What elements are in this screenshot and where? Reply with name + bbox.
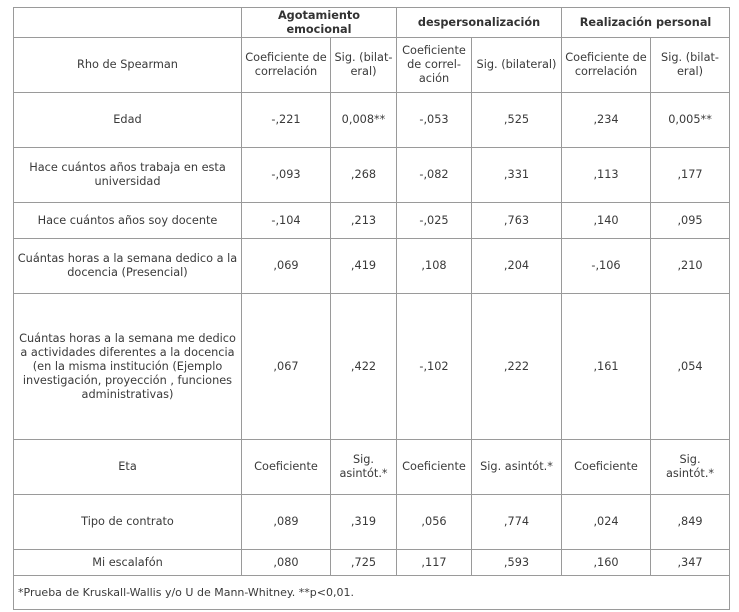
cell-value: ,525 xyxy=(472,93,562,148)
cell-value: ,319 xyxy=(331,495,397,550)
cell-value: ,140 xyxy=(562,203,651,239)
correlation-table xyxy=(13,7,730,610)
table-row xyxy=(14,93,730,148)
row-label: Mi escalafón xyxy=(14,550,242,576)
cell-value: ,117 xyxy=(397,550,472,576)
cell-value: ,331 xyxy=(472,148,562,203)
cell-value: 0,005** xyxy=(651,93,730,148)
row-label: Hace cuántos años soy docente xyxy=(14,203,242,239)
eta-coef-header-1: Coeficiente xyxy=(242,440,331,495)
cell-value: -,104 xyxy=(242,203,331,239)
row-label: Edad xyxy=(14,93,242,148)
cell-value: ,089 xyxy=(242,495,331,550)
table-row xyxy=(14,148,730,203)
eta-sig-header-2: Sig. asintót.* xyxy=(472,440,562,495)
cell-value: ,222 xyxy=(472,294,562,440)
cell-value: -,053 xyxy=(397,93,472,148)
cell-value: ,763 xyxy=(472,203,562,239)
table-row xyxy=(14,495,730,550)
coef-header-1: Coeficiente de correlación xyxy=(242,38,331,93)
footnote-row xyxy=(14,576,730,610)
cell-value: ,725 xyxy=(331,550,397,576)
cell-value: ,234 xyxy=(562,93,651,148)
cell-value: -,082 xyxy=(397,148,472,203)
cell-value: -,093 xyxy=(242,148,331,203)
cell-value: ,069 xyxy=(242,239,331,294)
group-header-agotamiento: Agotamiento emocional xyxy=(242,8,397,38)
cell-value: 0,008** xyxy=(331,93,397,148)
cell-value: ,213 xyxy=(331,203,397,239)
cell-value: ,113 xyxy=(562,148,651,203)
coef-header-2: Coeficiente de correl-ación xyxy=(397,38,472,93)
cell-value: ,204 xyxy=(472,239,562,294)
table-row xyxy=(14,550,730,576)
cell-value: ,774 xyxy=(472,495,562,550)
row-label: Cuántas horas a la semana dedico a la docencia (Presencial) xyxy=(14,239,242,294)
cell-value: ,056 xyxy=(397,495,472,550)
row-label: Cuántas horas a la semana me dedico a actividades diferentes a la docencia (en la misma institución (Ejemplo investigación, proyección , funciones administrativas) xyxy=(14,294,242,440)
group-header-realizacion: Realización personal xyxy=(562,8,730,38)
spearman-label: Rho de Spearman xyxy=(14,38,242,93)
cell-value: ,419 xyxy=(331,239,397,294)
row-label: Tipo de contrato xyxy=(14,495,242,550)
table-row xyxy=(14,239,730,294)
cell-value: ,054 xyxy=(651,294,730,440)
eta-sig-header-1: Sig. asintót.* xyxy=(331,440,397,495)
cell-value: ,080 xyxy=(242,550,331,576)
cell-value: ,268 xyxy=(331,148,397,203)
eta-sig-header-3: Sig. asintót.* xyxy=(651,440,730,495)
cell-value: ,593 xyxy=(472,550,562,576)
group-header-despersonalizacion: despersonalización xyxy=(397,8,562,38)
cell-value: ,108 xyxy=(397,239,472,294)
cell-value: ,849 xyxy=(651,495,730,550)
cell-value: ,024 xyxy=(562,495,651,550)
eta-coef-header-3: Coeficiente xyxy=(562,440,651,495)
sig-header-2: Sig. (bilateral) xyxy=(472,38,562,93)
sig-header-1: Sig. (bilat-eral) xyxy=(331,38,397,93)
cell-value: -,221 xyxy=(242,93,331,148)
cell-value: ,422 xyxy=(331,294,397,440)
corner-cell xyxy=(14,8,242,38)
cell-value: ,347 xyxy=(651,550,730,576)
eta-coef-header-2: Coeficiente xyxy=(397,440,472,495)
cell-value: -,106 xyxy=(562,239,651,294)
spearman-header-row xyxy=(14,38,730,93)
cell-value: ,067 xyxy=(242,294,331,440)
cell-value: ,160 xyxy=(562,550,651,576)
eta-header-row xyxy=(14,440,730,495)
coef-header-3: Coeficiente de correlación xyxy=(562,38,651,93)
cell-value: ,177 xyxy=(651,148,730,203)
cell-value: ,161 xyxy=(562,294,651,440)
sig-header-3: Sig. (bilat-eral) xyxy=(651,38,730,93)
group-header-row xyxy=(14,8,730,38)
eta-label: Eta xyxy=(14,440,242,495)
cell-value: -,025 xyxy=(397,203,472,239)
footnote: *Prueba de Kruskall-Wallis y/o U de Mann-Whitney. **p<0,01. xyxy=(14,576,730,610)
row-label: Hace cuántos años trabaja en esta universidad xyxy=(14,148,242,203)
table-row xyxy=(14,203,730,239)
cell-value: -,102 xyxy=(397,294,472,440)
table-row xyxy=(14,294,730,440)
cell-value: ,210 xyxy=(651,239,730,294)
cell-value: ,095 xyxy=(651,203,730,239)
